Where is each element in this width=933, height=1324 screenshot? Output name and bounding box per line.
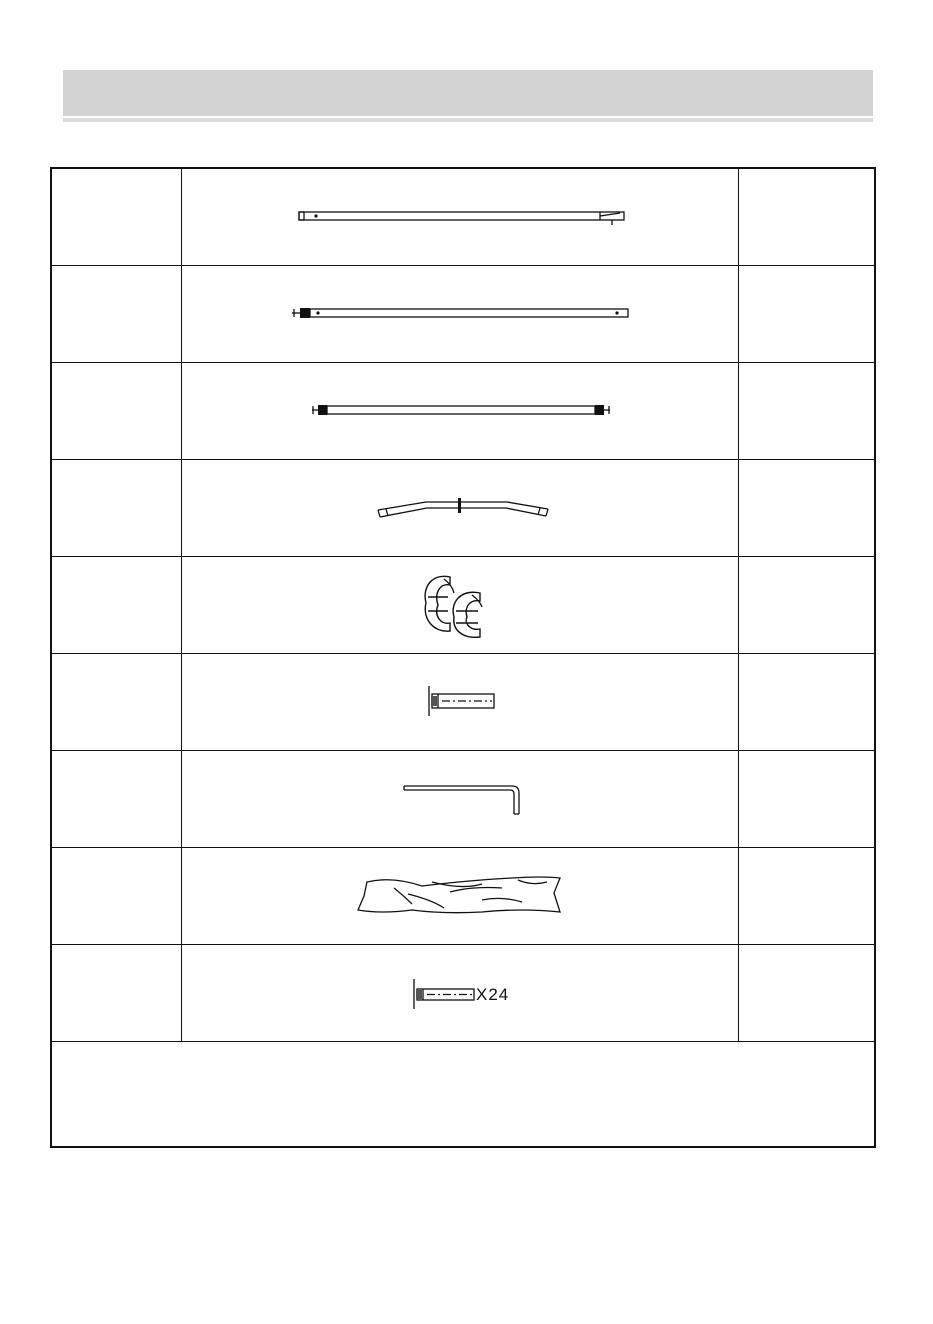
table-row — [52, 460, 874, 557]
part-label-cell — [52, 266, 182, 362]
bolt-icon — [182, 654, 738, 750]
allen-key-icon — [182, 751, 738, 847]
tube-connector-icon — [182, 266, 738, 362]
part-qty-cell — [739, 654, 874, 750]
double-clip-icon — [182, 557, 738, 653]
parts-table — [50, 167, 876, 1148]
part-qty-cell — [739, 169, 874, 265]
part-drawing-cell — [182, 460, 739, 556]
part-label-cell — [52, 557, 182, 653]
long-tube-icon — [182, 169, 738, 265]
table-row — [52, 169, 874, 266]
notes-row — [52, 1042, 874, 1146]
part-label-cell — [52, 460, 182, 556]
part-drawing-cell — [182, 751, 739, 847]
header-rule — [63, 118, 873, 122]
bolt-count-label: X24 — [476, 985, 510, 1004]
part-label-cell — [52, 751, 182, 847]
table-row — [52, 945, 874, 1042]
part-qty-cell — [739, 557, 874, 653]
part-label-cell — [52, 654, 182, 750]
part-drawing-cell — [182, 848, 739, 944]
part-qty-cell — [739, 751, 874, 847]
part-drawing-cell — [182, 557, 739, 653]
part-qty-cell — [739, 945, 874, 1041]
part-qty-cell — [739, 848, 874, 944]
part-label-cell — [52, 945, 182, 1041]
table-row — [52, 751, 874, 848]
table-row — [52, 266, 874, 363]
part-label-cell — [52, 363, 182, 459]
part-drawing-cell — [182, 654, 739, 750]
double-connector-tube-icon — [182, 363, 738, 459]
table-row — [52, 363, 874, 460]
part-qty-cell — [739, 460, 874, 556]
part-drawing-cell — [182, 363, 739, 459]
part-qty-cell — [739, 266, 874, 362]
short-bolt-icon — [182, 945, 738, 1041]
table-row — [52, 654, 874, 751]
part-label-cell — [52, 848, 182, 944]
part-qty-cell — [739, 363, 874, 459]
table-row — [52, 557, 874, 654]
part-drawing-cell — [182, 169, 739, 265]
part-drawing-cell — [182, 266, 739, 362]
part-drawing-cell — [182, 945, 739, 1041]
header-bar — [63, 70, 873, 116]
bent-bar-icon — [182, 460, 738, 556]
part-label-cell — [52, 169, 182, 265]
fabric-strap-icon — [182, 848, 738, 944]
table-row — [52, 848, 874, 945]
